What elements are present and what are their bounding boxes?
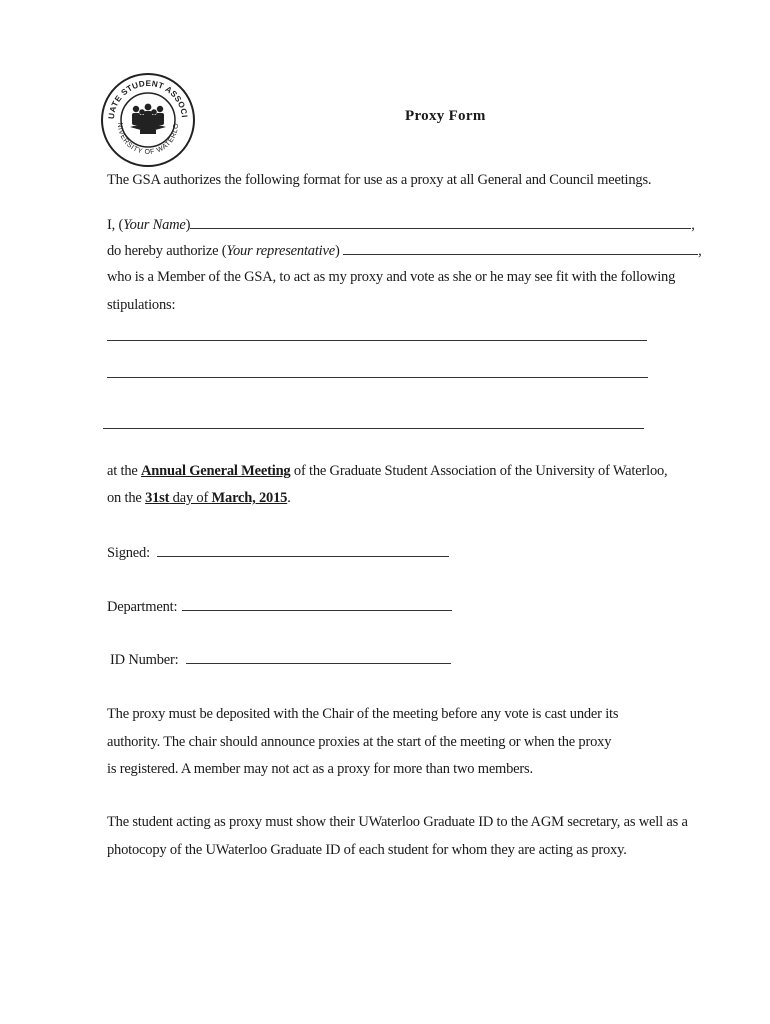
id-rule-line-1: The student acting as proxy must show their UWaterloo Graduate ID to the AGM secretary, as well as a [107, 814, 688, 830]
proxy-rule-line-3: is registered. A member may not act as a proxy for more than two members. [107, 761, 533, 777]
member-line: who is a Member of the GSA, to act as my proxy and vote as she or he may see fit with the following [107, 269, 676, 285]
rep-label: Your representative [226, 243, 335, 259]
date-prefix: on the [107, 490, 146, 506]
rep-end: , [698, 243, 702, 259]
meeting-month: March, 2015 [211, 490, 288, 506]
stipulation-field-3[interactable] [103, 428, 644, 429]
meeting-name: Annual General Meeting [141, 463, 291, 479]
id-number-line [110, 651, 451, 669]
department-field[interactable] [182, 598, 452, 611]
svg-text:UNIVERSITY OF WATERLOO: NIVERSITY OF WATERLO [115, 122, 181, 157]
name-line [107, 216, 695, 234]
meeting-prefix: at the [107, 463, 142, 479]
page-title: Proxy Form [405, 108, 486, 124]
date-line [107, 490, 291, 507]
department-line [107, 598, 452, 616]
name-suffix: ) [185, 217, 191, 233]
gsa-seal-icon [100, 72, 196, 168]
signed-label: Signed: [107, 545, 150, 561]
id-number-label: ID Number: [110, 652, 179, 668]
meeting-line [107, 463, 667, 480]
representative-line [107, 242, 702, 260]
stipulation-field-1[interactable] [107, 340, 647, 341]
signed-field[interactable] [157, 544, 449, 557]
meeting-day: 31st [145, 490, 170, 506]
signed-line [107, 544, 449, 562]
proxy-rule-line-2: authority. The chair should announce proxies at the start of the meeting or when the proxy [107, 734, 612, 750]
id-number-field[interactable] [186, 651, 451, 664]
date-end: . [287, 490, 291, 506]
name-label: Your Name [123, 217, 186, 233]
stipulations-label: stipulations: [107, 297, 176, 313]
date-mid: day of [169, 490, 212, 506]
intro-text: The GSA authorizes the following format for use as a proxy at all General and Council meetings. [107, 172, 652, 188]
department-label: Department: [107, 599, 178, 615]
stipulation-field-2[interactable] [107, 377, 648, 378]
rep-suffix: ) [334, 243, 340, 259]
proxy-rule-line-1: The proxy must be deposited with the Chair of the meeting before any vote is cast under its [107, 706, 619, 722]
svg-text:GRADUATE STUDENT ASSOCIATION: UATE STUDENT ASSOCI [106, 78, 189, 120]
representative-field[interactable] [343, 242, 698, 255]
rep-prefix: do hereby authorize ( [107, 243, 227, 259]
meeting-suffix: of the Graduate Student Association of the University of Waterloo, [290, 463, 668, 479]
name-field[interactable] [190, 216, 691, 229]
name-prefix: I, ( [107, 217, 124, 233]
id-rule-line-2: photocopy of the UWaterloo Graduate ID of each student for whom they are acting as proxy. [107, 842, 627, 858]
gsa-logo [100, 72, 196, 168]
name-end: , [691, 217, 695, 233]
